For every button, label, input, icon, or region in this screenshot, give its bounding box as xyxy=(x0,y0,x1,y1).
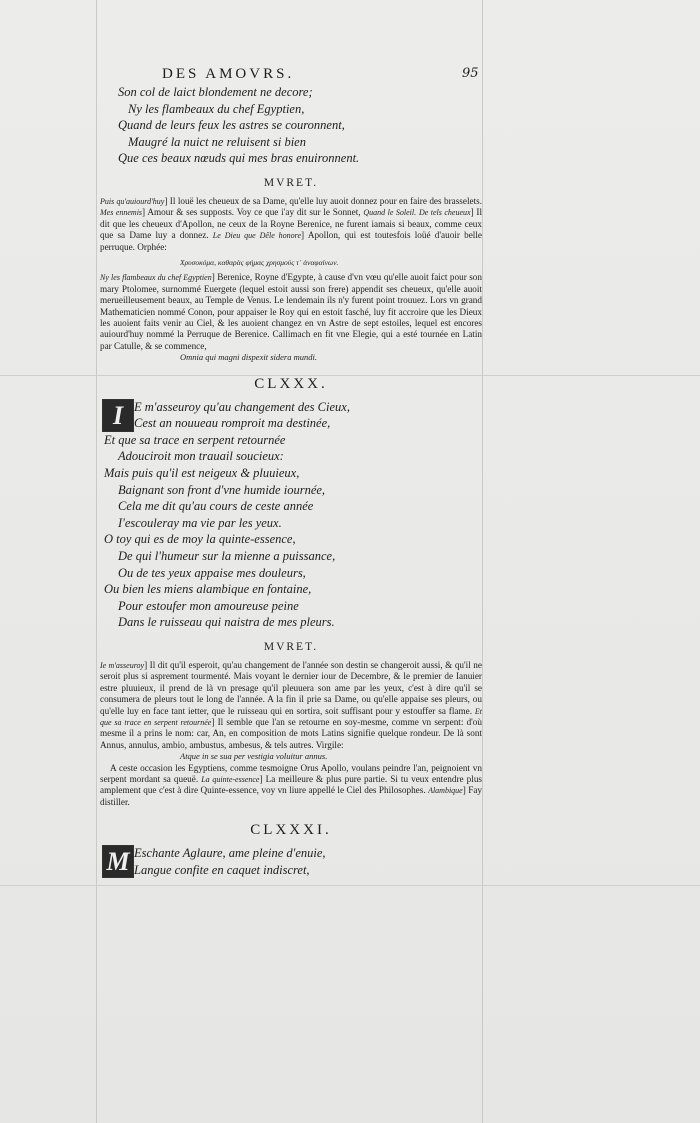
lemma: Alambique xyxy=(428,786,463,796)
commentary-text: ] Il dit que les cheueux d'Apollon, ne ceux de la Royne Berenice, ne furent iamais si beaux, comme ceux que sa Dame luy a donnez. xyxy=(100,207,483,241)
commentary-text: ] La meilleure & plus pure partie. Si tu veux entendre plus amplement que c'est à dire Quinte-essence, voy vn liure appellé le Ciel des Philosophes. xyxy=(100,774,482,796)
verse-line: Maugré la nuict ne reluisent si bien xyxy=(128,134,306,149)
commentary-text: ] Amour & ses supposts. Voy ce que i'ay dit sur le Sonnet, xyxy=(142,207,361,218)
lemma: Et que sa trace en serpent retournée xyxy=(100,706,482,727)
sonnet-number: CLXXXI. xyxy=(250,822,332,839)
sonnet-180 xyxy=(100,399,482,631)
text-block xyxy=(100,62,482,878)
verse-line: Cela me dit qu'au cours de ceste année xyxy=(118,499,314,514)
verse-line: Cest an nouueau romproit ma destinée, xyxy=(134,416,331,431)
page-number: 95 xyxy=(462,66,479,81)
latin-quotation: Atque in se sua per vestigia voluitur annus. xyxy=(180,751,328,762)
commentary-text: ] Il dit qu'il esperoit, qu'au changement de l'année son destin se changeroit aussi, & qu'il ne seroit plus si asprement tourmenté. Mais voyant le dernier iour de Decembre, & le premier de Ianuier estre pluuieux, il prend de là vn presage qu'il pleuuera son ame par les yeux, c'est à dire qu'il se consumera de pleurs tout le long de l'année. A la fin il prie sa Dame, ou qu'elle appaise ses pleurs, ou qu'elle luy en face tant ietter, que le ruisseau qui en sortira, soit suffisant pour y estouffer sa flame. xyxy=(100,659,482,716)
lemma: Mes ennemis xyxy=(100,208,143,218)
verse-line: Pour estoufer mon amoureuse peine xyxy=(118,598,299,613)
verse-line: De qui l'humeur sur la mienne a puissance, xyxy=(118,549,336,563)
verse-line: Eschante Aglaure, ame pleine d'enuie, xyxy=(134,846,326,861)
drop-cap: M xyxy=(102,845,134,878)
verse-line: Ou bien les miens alambique en fontaine, xyxy=(104,582,312,597)
fold-line xyxy=(0,885,700,886)
running-title: DES AMOVRS. xyxy=(162,66,295,82)
verse-line: Langue confite en caquet indiscret, xyxy=(134,862,310,877)
lemma: Ie m'asseuroy xyxy=(100,660,145,670)
verse-line: Quand de leurs feux les astres se couronnent, xyxy=(118,118,345,133)
lemma: Puis qu'auiourd'huy xyxy=(100,196,165,206)
verse-line: Son col de laict blondement ne decore; xyxy=(118,85,313,99)
verse-line: Adouciroit mon trauail soucieux: xyxy=(118,449,284,464)
commentary-text: ] Apollon, qui est toutesfois loüé d'auoir belle perruque. Orphée: xyxy=(100,230,482,252)
verse-line: O toy qui es de moy la quinte-essence, xyxy=(104,532,296,547)
verse-line: Et que sa trace en serpent retournée xyxy=(104,432,286,447)
top-verse xyxy=(100,84,482,167)
verse-line: E m'asseuroy qu'au changement des Cieux, xyxy=(134,399,350,414)
commentary-text: A ceste occasion les Egyptiens, comme tesmoigne Orus Apollo, voulans peindre l'an, peignoient vn serpent mordant sa queuë. xyxy=(100,762,482,785)
lemma: De tels cheueux xyxy=(418,208,471,218)
commentary-heading: MVRET. xyxy=(263,640,319,653)
verse-line: Que ces beaux nœuds qui mes bras enuironnent. xyxy=(118,151,360,166)
commentary-heading: MVRET. xyxy=(263,176,319,189)
commentary-1 xyxy=(100,196,482,364)
sonnet-181 xyxy=(100,845,482,878)
lemma: Quand le Soleil. xyxy=(363,208,417,218)
drop-cap: I xyxy=(102,399,134,432)
verse-line: Ny les flambeaux du chef Egyptien, xyxy=(128,101,305,116)
verse-line: Dans le ruisseau qui naistra de mes pleurs. xyxy=(118,615,335,630)
commentary-text: ] Berenice, Royne d'Egypte, à cause d'vn vœu qu'elle auoit faict pour son mary Ptolomee, surnommé Euergete (lequel estoit aussi son frere) appendit ses cheueux, qu'elle auoit merueilleusement beaux, au Temple de Venus. Le lendemain ils n'y furent point trouuez. Lors vn grand Mathematicien nommé Conon, pour appaiser le Roy qui en estoit fasché, luy fit accroire que les Dieux les auoient faits venir au Ciel, & les auoient changez en vn Astre de sept estoiles, lequel est encores auiourd'huy nommé la Perruque de Berenice. Callimach en fit vne Elegie, qui a esté tournée en Latin par Catulle, & se commence, xyxy=(100,272,482,351)
page-header xyxy=(100,62,482,84)
fold-line xyxy=(96,0,97,1123)
sonnet-number: CLXXX. xyxy=(254,375,328,392)
fold-line xyxy=(482,0,483,1123)
commentary-text: ] Il louë les cheueux de sa Dame, qu'elle luy auoit donnez pour en faire des brasselets. xyxy=(164,195,482,206)
commentary-text: ] Fay distiller. xyxy=(100,785,483,807)
lemma: Le Dieu que Dêle honore xyxy=(212,231,302,241)
verse-line: I'escouleray ma vie par les yeux. xyxy=(118,515,282,530)
verse-line: Mais puis qu'il est neigeux & pluuieux, xyxy=(104,466,300,481)
lemma: Ny les flambeaux du chef Egyptien xyxy=(100,273,212,283)
lemma: La quinte-essence xyxy=(201,775,260,785)
verse-line: Baignant son front d'vne humide iournée, xyxy=(118,482,326,497)
verse-line: Ou de tes yeux appaise mes douleurs, xyxy=(118,565,306,580)
commentary-2 xyxy=(100,660,482,808)
latin-quotation: Omnia qui magni dispexit sidera mundi. xyxy=(180,352,317,363)
greek-quotation: Χρυσοκόμα, καθαρὰς φήμας χρησμούς τ᾽ ἀναφαίνων. xyxy=(180,258,339,267)
commentary-text: ] Il semble que l'an se retourne en soy-mesme, comme vn serpent: d'où mesme il a prins le nom: car, An, en composition de mots Latins signifie quelque rondeur. De là sont Annus, annulus, ambio, ambustus, ambesus, & tels autres. Virgile: xyxy=(100,717,482,750)
